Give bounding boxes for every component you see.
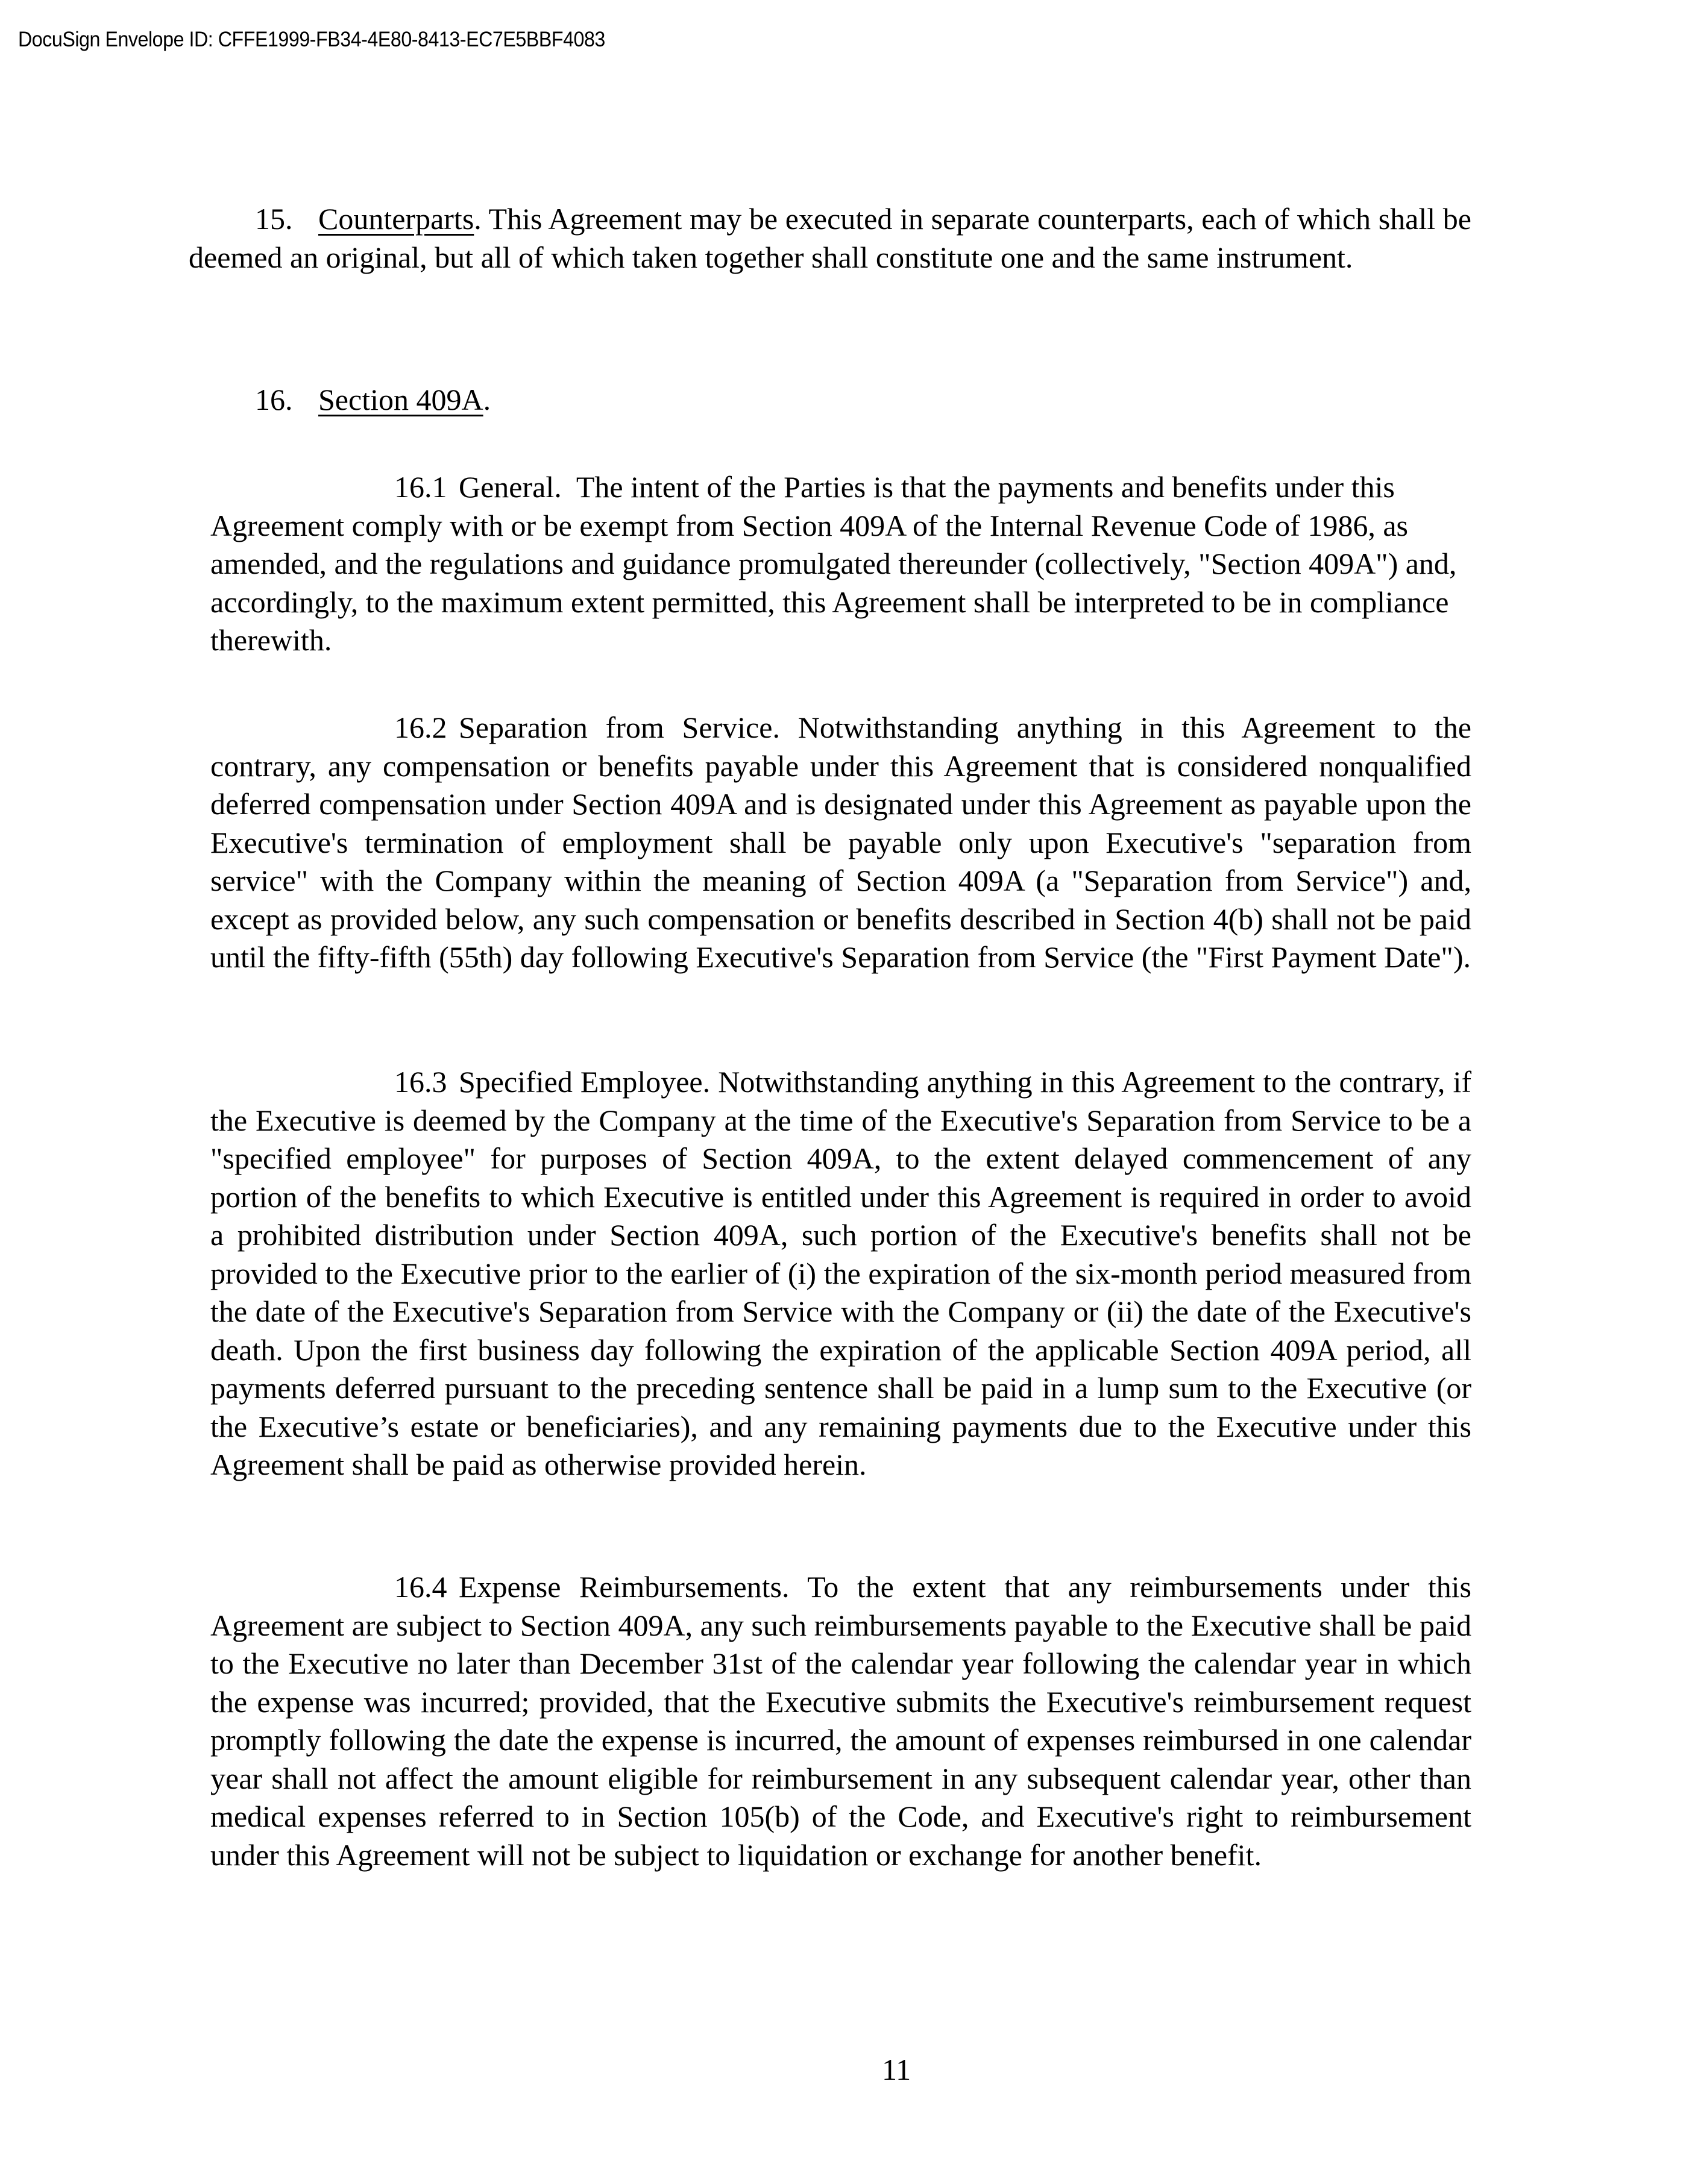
section-16-3-specified-employee [210, 1063, 1471, 1484]
subsection-number: 16.3 [394, 1065, 447, 1099]
section-number: 16. [255, 383, 293, 416]
section-title: Counterparts [318, 202, 474, 236]
subsection-title: Separation from Service. [459, 711, 780, 744]
section-16-4-expense-reimbursements [210, 1568, 1471, 1874]
section-number: 15. [255, 202, 293, 236]
subsection-body: To the extent that any reimbursements under this Agreement are subject to Section 409A, any such reimbursements payable to the Executive shall be paid to the Executive no later than December 31st of the calendar year following the calendar year in which the expense was incurred; provided, that the Executive submits the Executive's reimbursement request promptly following the date the expense is incurred, the amount of expenses reimbursed in one calendar year shall not affect the amount eligible for reimbursement in any subsequent calendar year, other than medical expenses referred to in Section 105(b) of the Code, and Executive's right to reimbursement under this Agreement will not be subject to liquidation or exchange for another benefit. [210, 1570, 1471, 1872]
subsection-title: Expense Reimbursements. [459, 1570, 790, 1604]
subsection-title: Specified Employee. [459, 1065, 711, 1099]
section-16-heading [189, 381, 491, 419]
subsection-body: The intent of the Parties is that the payments and benefits under this Agreement comply with or be exempt from Section 409A of the Internal Revenue Code of 1986, as amended, and the regulations and guidance promulgated thereunder (collectively, "Section 409A") and, accordingly, to the maximum extent permitted, this Agreement shall be interpreted to be in compliance therewith. [210, 470, 1464, 657]
subsection-number: 16.4 [394, 1570, 447, 1604]
section-16-2-separation-from-service [210, 709, 1471, 977]
section-title: Section 409A [318, 383, 483, 416]
section-title-suffix: . [474, 202, 482, 236]
subsection-body: Notwithstanding anything in this Agreement to the contrary, if the Executive is deemed by the Company at the time of the Executive's Separation from Service to be a "specified employee" for purposes of Section 409A, to the extent delayed commencement of any portion of the benefits to which Executive is entitled under this Agreement is required in order to avoid a prohibited distribution under Section 409A, such portion of the Executive's benefits shall not be provided to the Executive prior to the earlier of (i) the expiration of the six-month period measured from the date of the Executive's Separation from Service with the Company or (ii) the date of the Executive's death. Upon the first business day following the expiration of the applicable Section 409A period, all payments deferred pursuant to the preceding sentence shall be paid in a lump sum to the Executive (or the Executive’s estate or beneficiaries), and any remaining payments due to the Executive under this Agreement shall be paid as otherwise provided herein. [210, 1065, 1471, 1481]
page-number: 11 [882, 2053, 911, 2086]
subsection-number: 16.2 [394, 711, 447, 744]
section-16-1-general [210, 468, 1471, 660]
section-body: This Agreement may be executed in separate counterparts, each of which shall be deemed an original, but all of which taken together shall constitute one and the same instrument. [189, 202, 1471, 274]
subsection-body: Notwithstanding anything in this Agreement to the contrary, any compensation or benefits payable under this Agreement that is considered nonqualified deferred compensation under Section 409A and is designated under this Agreement as payable upon the Executive's termination of employment shall be payable only upon Executive's "separation from service" with the Company within the meaning of Section 409A (a "Separation from Service") and, except as provided below, any such compensation or benefits described in Section 4(b) shall not be paid until the fifty-fifth (55th) day following Executive's Separation from Service (the "First Payment Date"). [210, 711, 1471, 974]
docusign-envelope-id: DocuSign Envelope ID: CFFE1999-FB34-4E80-8413-EC7E5BBF4083 [18, 28, 605, 51]
section-title-suffix: . [483, 383, 491, 416]
subsection-title: General. [459, 470, 562, 504]
section-15-counterparts [189, 200, 1471, 277]
subsection-number: 16.1 [394, 470, 447, 504]
